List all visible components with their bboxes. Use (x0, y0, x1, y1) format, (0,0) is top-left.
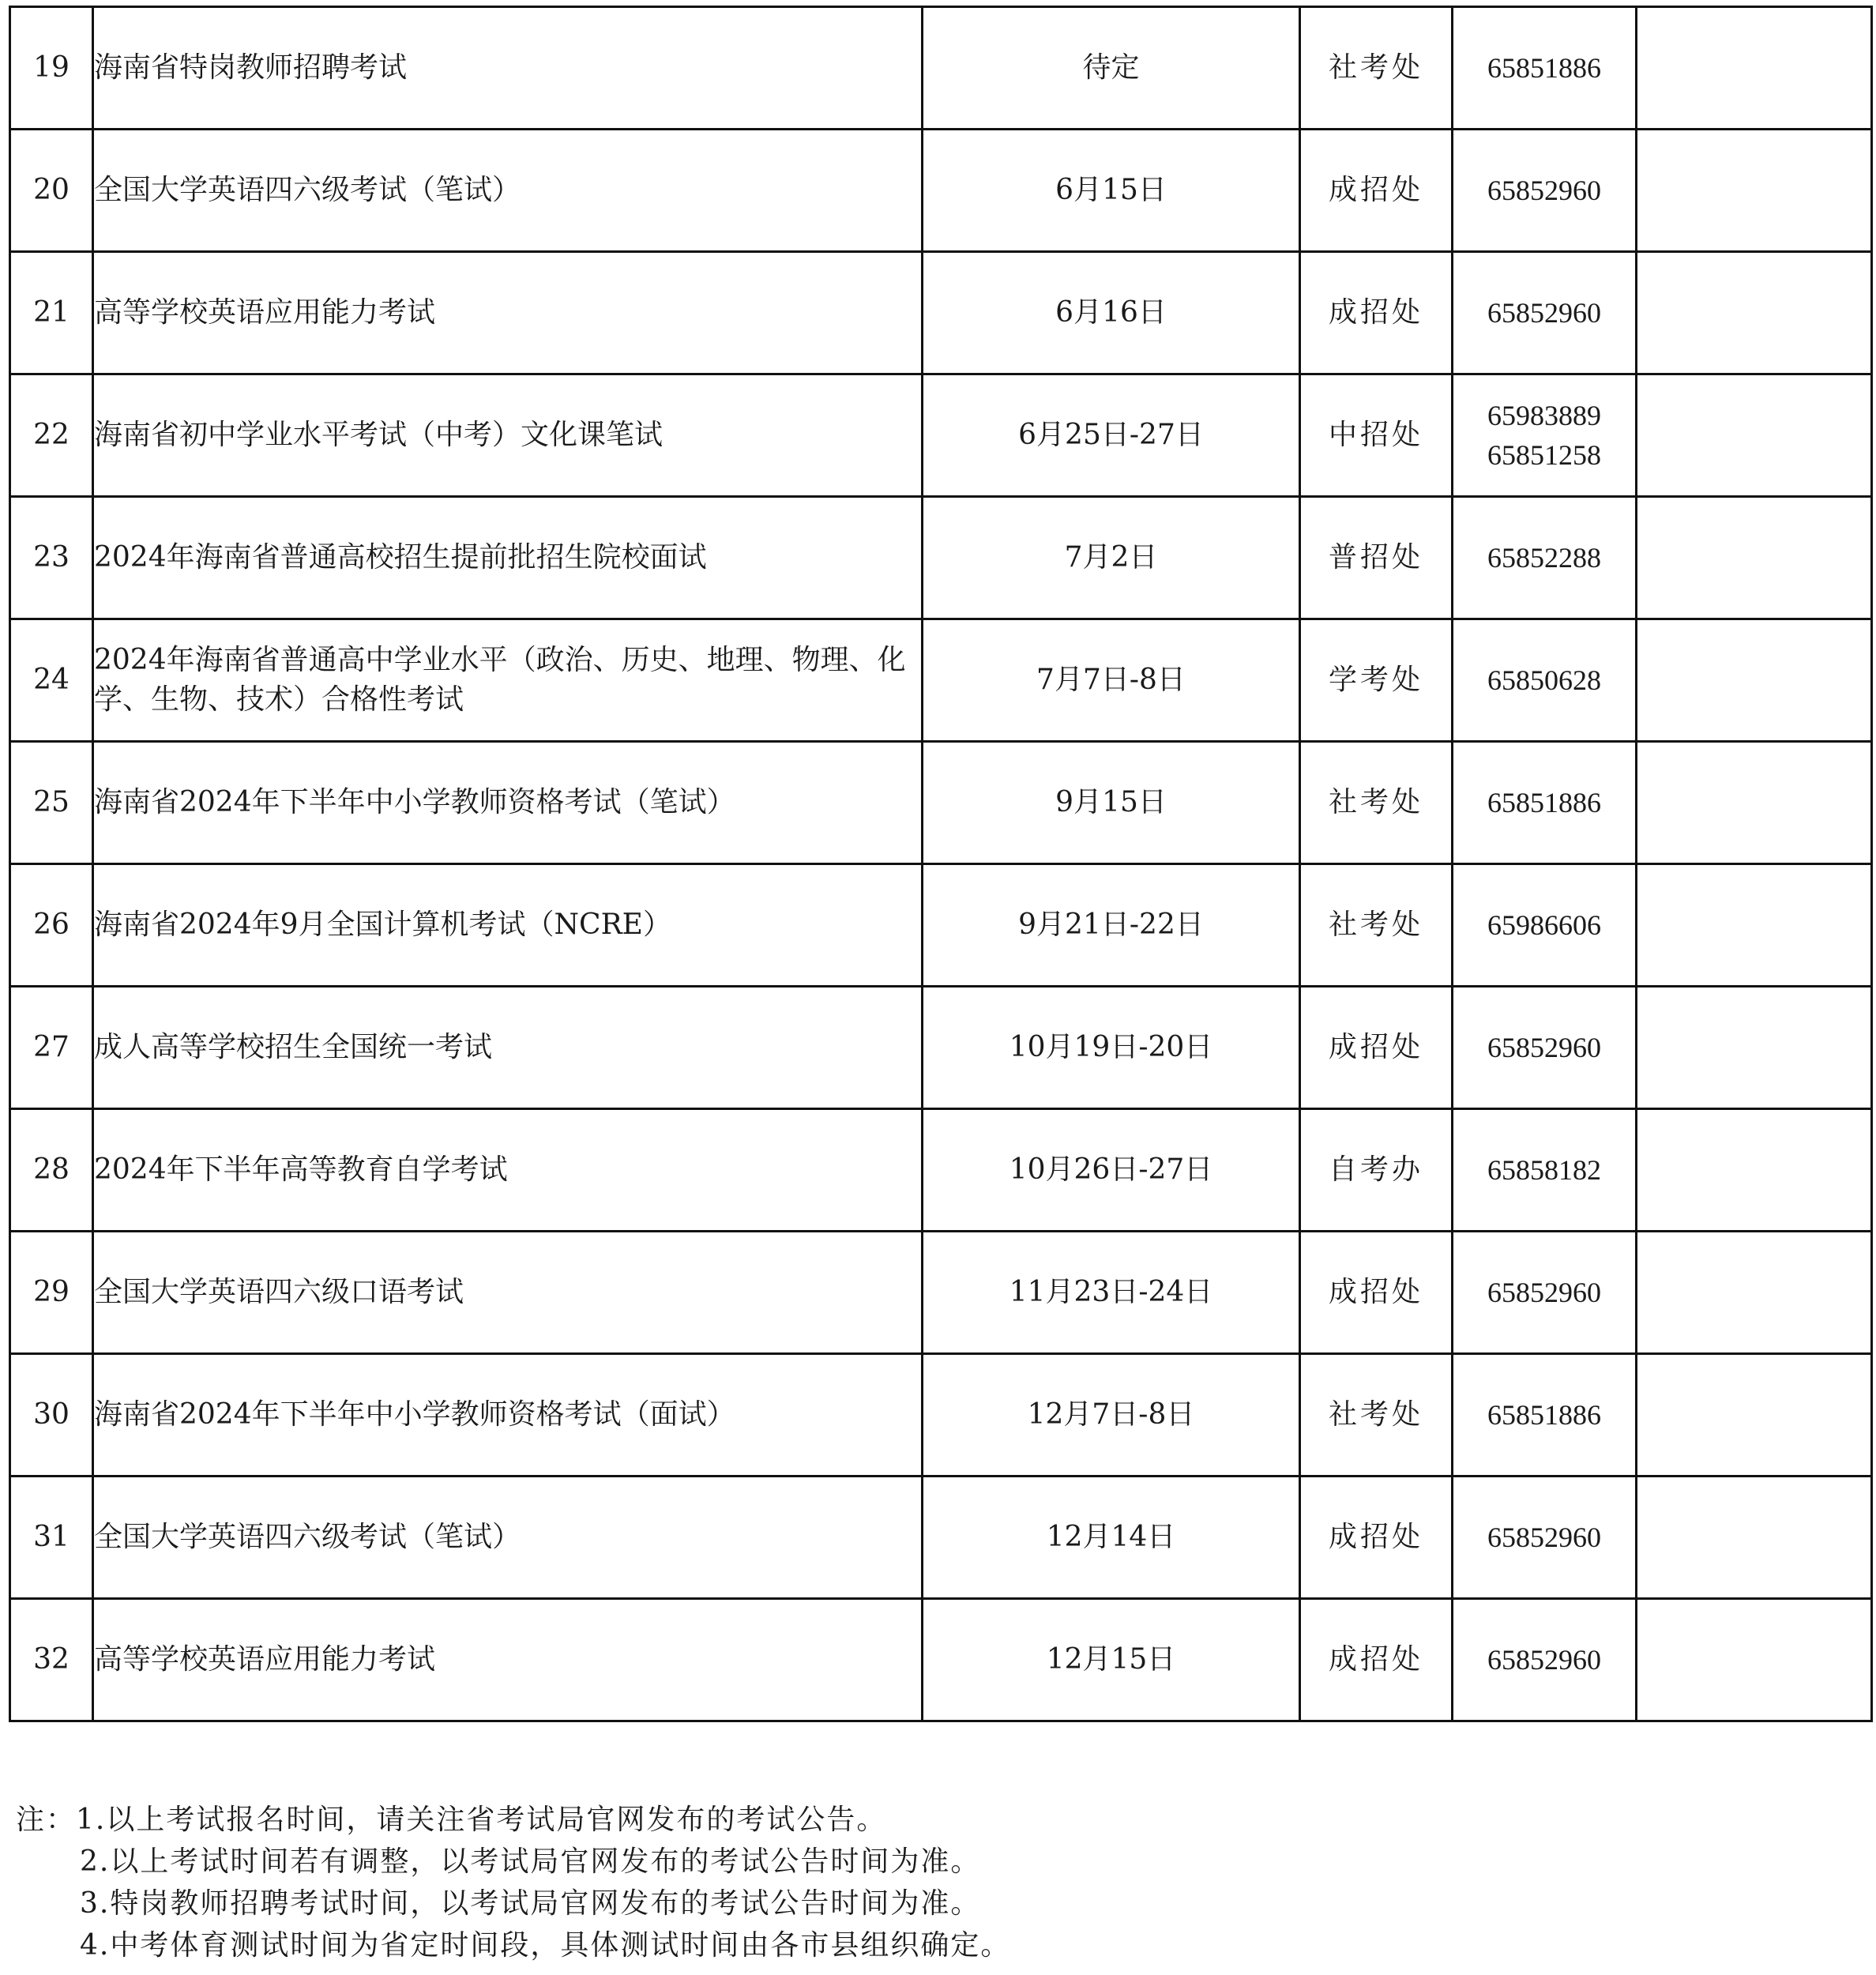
exam-name: 2024年海南省普通高校招生提前批招生院校面试 (93, 497, 923, 619)
phone-number: 65983889 (1487, 400, 1601, 431)
exam-name: 2024年下半年高等教育自学考试 (93, 1109, 923, 1232)
exam-date: 10月26日-27日 (923, 1109, 1300, 1232)
exam-name: 海南省2024年下半年中小学教师资格考试（面试） (93, 1354, 923, 1477)
contact-phone (1453, 374, 1637, 497)
exam-date: 9月21日-22日 (923, 864, 1300, 987)
contact-phone (1453, 1109, 1637, 1232)
contact-phone (1453, 1477, 1637, 1599)
remarks-cell (1637, 497, 1872, 619)
table-row (10, 742, 1872, 864)
exam-name: 全国大学英语四六级口语考试 (93, 1232, 923, 1354)
row-number: 27 (10, 987, 93, 1109)
table-row (10, 374, 1872, 497)
row-number: 22 (10, 374, 93, 497)
contact-phone (1453, 1354, 1637, 1477)
responsible-department: 成招处 (1300, 987, 1453, 1109)
exam-date: 10月19日-20日 (923, 987, 1300, 1109)
row-number: 29 (10, 1232, 93, 1354)
row-number: 30 (10, 1354, 93, 1477)
footnote-prefix: 注： (16, 1804, 77, 1836)
table-row (10, 1354, 1872, 1477)
responsible-department: 成招处 (1300, 1232, 1453, 1354)
contact-phone (1453, 497, 1637, 619)
responsible-department: 社考处 (1300, 864, 1453, 987)
contact-phone (1453, 987, 1637, 1109)
exam-date: 12月15日 (923, 1599, 1300, 1721)
phone-number: 65851258 (1487, 439, 1601, 471)
responsible-department: 社考处 (1300, 7, 1453, 130)
row-number: 31 (10, 1477, 93, 1599)
contact-phone (1453, 1232, 1637, 1354)
responsible-department: 普招处 (1300, 497, 1453, 619)
row-number: 25 (10, 742, 93, 864)
exam-date: 12月7日-8日 (923, 1354, 1300, 1477)
exam-date: 7月7日-8日 (923, 619, 1300, 742)
footnote-line (16, 1799, 1010, 1841)
table-row (10, 252, 1872, 374)
table-row (10, 7, 1872, 130)
contact-phone (1453, 619, 1637, 742)
responsible-department: 自考办 (1300, 1109, 1453, 1232)
responsible-department: 成招处 (1300, 252, 1453, 374)
table-row (10, 1109, 1872, 1232)
phone-number: 65852960 (1487, 297, 1601, 329)
exam-name: 海南省初中学业水平考试（中考）文化课笔试 (93, 374, 923, 497)
contact-phone (1453, 1599, 1637, 1721)
responsible-department: 学考处 (1300, 619, 1453, 742)
row-number: 32 (10, 1599, 93, 1721)
exam-schedule-sheet (9, 6, 1870, 1722)
phone-number: 65852960 (1487, 175, 1601, 206)
footnote-line: 3.特岗教师招聘考试时间，以考试局官网发布的考试公告时间为准。 (80, 1887, 981, 1920)
exam-date: 7月2日 (923, 497, 1300, 619)
responsible-department: 社考处 (1300, 1354, 1453, 1477)
exam-name: 成人高等学校招生全国统一考试 (93, 987, 923, 1109)
remarks-cell (1637, 619, 1872, 742)
exam-name: 海南省2024年下半年中小学教师资格考试（笔试） (93, 742, 923, 864)
contact-phone (1453, 7, 1637, 130)
exam-name: 全国大学英语四六级考试（笔试） (93, 1477, 923, 1599)
exam-schedule-table (9, 6, 1873, 1722)
remarks-cell (1637, 1232, 1872, 1354)
table-body (10, 7, 1872, 1721)
contact-phone (1453, 252, 1637, 374)
table-row (10, 619, 1872, 742)
exam-name: 全国大学英语四六级考试（笔试） (93, 130, 923, 252)
exam-date: 6月16日 (923, 252, 1300, 374)
remarks-cell (1637, 1109, 1872, 1232)
table-row (10, 864, 1872, 987)
remarks-cell (1637, 374, 1872, 497)
remarks-cell (1637, 987, 1872, 1109)
table-row (10, 1599, 1872, 1721)
row-number: 20 (10, 130, 93, 252)
row-number: 21 (10, 252, 93, 374)
remarks-cell (1637, 7, 1872, 130)
phone-number: 65851886 (1487, 787, 1601, 818)
exam-date: 待定 (923, 7, 1300, 130)
table-row (10, 1477, 1872, 1599)
remarks-cell (1637, 864, 1872, 987)
responsible-department: 中招处 (1300, 374, 1453, 497)
remarks-cell (1637, 252, 1872, 374)
table-row (10, 497, 1872, 619)
remarks-cell (1637, 130, 1872, 252)
footnote-line: 2.以上考试时间若有调整，以考试局官网发布的考试公告时间为准。 (80, 1845, 981, 1878)
footnote-line: 4.中考体育测试时间为省定时间段，具体测试时间由各市县组织确定。 (80, 1929, 1011, 1962)
exam-date: 12月14日 (923, 1477, 1300, 1599)
exam-name: 2024年海南省普通高中学业水平（政治、历史、地理、物理、化学、生物、技术）合格性考试 (93, 619, 923, 742)
contact-phone (1453, 864, 1637, 987)
phone-number: 65852960 (1487, 1644, 1601, 1676)
row-number: 26 (10, 864, 93, 987)
remarks-cell (1637, 1354, 1872, 1477)
phone-number: 65852288 (1487, 542, 1601, 574)
table-row (10, 130, 1872, 252)
row-number: 24 (10, 619, 93, 742)
responsible-department: 成招处 (1300, 1477, 1453, 1599)
phone-number: 65850628 (1487, 664, 1601, 696)
table-row (10, 1232, 1872, 1354)
exam-date: 6月15日 (923, 130, 1300, 252)
remarks-cell (1637, 1477, 1872, 1599)
exam-name: 海南省特岗教师招聘考试 (93, 7, 923, 130)
phone-number: 65851886 (1487, 1399, 1601, 1431)
remarks-cell (1637, 1599, 1872, 1721)
exam-name: 高等学校英语应用能力考试 (93, 252, 923, 374)
phone-number: 65858182 (1487, 1154, 1601, 1186)
row-number: 28 (10, 1109, 93, 1232)
exam-date: 6月25日-27日 (923, 374, 1300, 497)
responsible-department: 成招处 (1300, 130, 1453, 252)
exam-name: 高等学校英语应用能力考试 (93, 1599, 923, 1721)
row-number: 23 (10, 497, 93, 619)
remarks-cell (1637, 742, 1872, 864)
phone-number: 65852960 (1487, 1032, 1601, 1063)
footnotes (16, 1799, 1010, 1966)
exam-date: 9月15日 (923, 742, 1300, 864)
phone-number: 65852960 (1487, 1522, 1601, 1553)
table-row (10, 987, 1872, 1109)
contact-phone (1453, 742, 1637, 864)
exam-date: 11月23日-24日 (923, 1232, 1300, 1354)
contact-phone (1453, 130, 1637, 252)
phone-number: 65986606 (1487, 909, 1601, 941)
responsible-department: 社考处 (1300, 742, 1453, 864)
footnote-text: 1.以上考试报名时间，请关注省考试局官网发布的考试公告。 (76, 1804, 887, 1836)
phone-number: 65852960 (1487, 1277, 1601, 1308)
responsible-department: 成招处 (1300, 1599, 1453, 1721)
exam-name: 海南省2024年9月全国计算机考试（NCRE） (93, 864, 923, 987)
phone-number: 65851886 (1487, 52, 1601, 84)
row-number: 19 (10, 7, 93, 130)
